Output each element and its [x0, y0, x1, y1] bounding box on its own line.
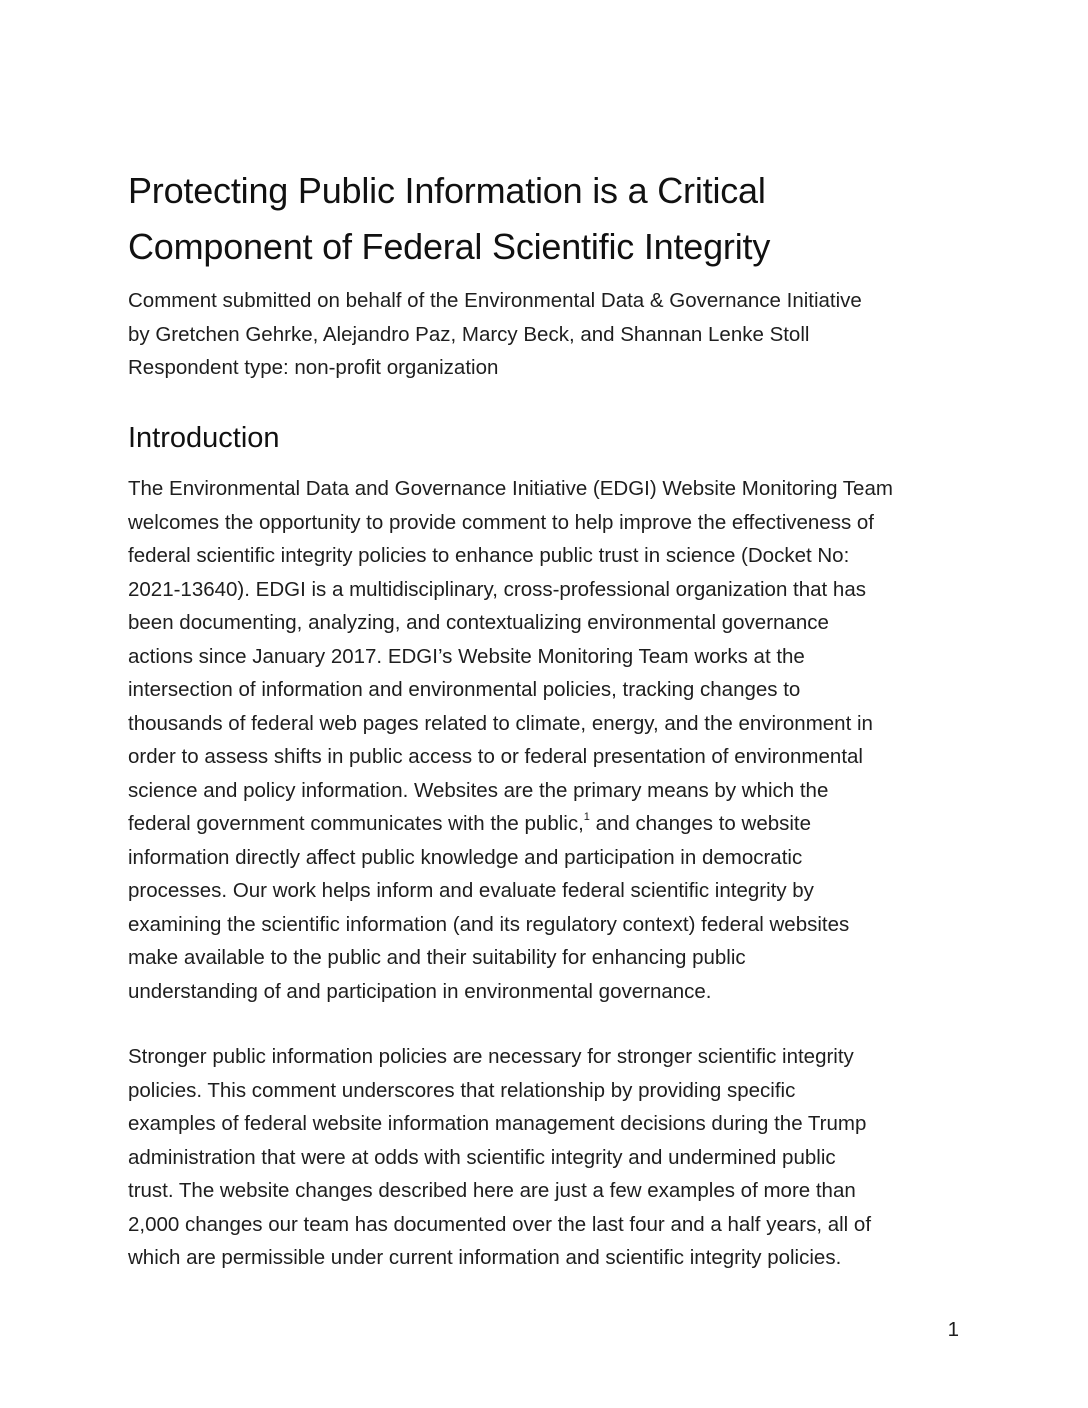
- paragraph-line: which are permissible under current information and scientific integrity policies.: [128, 1246, 842, 1269]
- paragraph-line: Stronger public information policies are necessary for stronger scientific integrity: [128, 1045, 854, 1068]
- paragraph-line: trust. The website changes described here are just a few examples of more than: [128, 1179, 856, 1202]
- paragraph-line: federal scientific integrity policies to enhance public trust in science (Docket No:: [128, 544, 850, 567]
- paragraph-line: examining the scientific information (and its regulatory context) federal websites: [128, 912, 850, 936]
- paragraph-line-with-footnote: [128, 807, 1008, 841]
- section-heading: Introduction: [128, 422, 280, 454]
- paragraph-line: The Environmental Data and Governance Initiative (EDGI) Website Monitoring Team: [128, 477, 893, 500]
- paragraph-line: intersection of information and environmental policies, tracking changes to: [128, 678, 801, 701]
- paragraph-line: understanding of and participation in environmental governance.: [128, 979, 712, 1003]
- paragraph-line: order to assess shifts in public access to or federal presentation of environmental: [128, 745, 863, 768]
- policy-paragraph: [128, 1040, 1008, 1275]
- page-number: 1: [947, 1318, 959, 1341]
- authors-line: by Gretchen Gehrke, Alejandro Paz, Marcy Beck, and Shannan Lenke Stoll: [128, 322, 810, 346]
- document-title: [128, 163, 968, 275]
- paragraph-line: make available to the public and their suitability for enhancing public: [128, 946, 746, 969]
- paragraph-line: information directly affect public knowledge and participation in democratic: [128, 845, 803, 869]
- paragraph-line: 2,000 changes our team has documented over the last four and a half years, all of: [128, 1212, 872, 1236]
- line-text: and changes to website: [589, 812, 812, 835]
- title-line: Protecting Public Information is a Critical: [128, 170, 766, 211]
- footnote-marker[interactable]: 1: [583, 811, 590, 824]
- line-text: federal government communicates with the public,: [128, 812, 584, 835]
- intro-paragraph: [128, 472, 1008, 1008]
- paragraph-line: welcomes the opportunity to provide comment to help improve the effectiveness of: [128, 510, 874, 534]
- submission-info: [128, 284, 988, 385]
- submission-line: Comment submitted on behalf of the Environmental Data & Governance Initiative: [128, 289, 862, 312]
- paragraph-line: processes. Our work helps inform and evaluate federal scientific integrity by: [128, 879, 814, 902]
- paragraph-line: policies. This comment underscores that relationship by providing specific: [128, 1078, 796, 1102]
- paragraph-line: examples of federal website information management decisions during the Trump: [128, 1112, 867, 1135]
- paragraph-line: administration that were at odds with scientific integrity and undermined public: [128, 1145, 836, 1169]
- title-line: Component of Federal Scientific Integrity: [128, 226, 771, 267]
- paragraph-line: been documenting, analyzing, and contextualizing environmental governance: [128, 611, 829, 634]
- paragraph-line: thousands of federal web pages related to climate, energy, and the environment in: [128, 711, 873, 735]
- paragraph-line: 2021-13640). EDGI is a multidisciplinary, cross-professional organization that has: [128, 577, 866, 601]
- paragraph-line: actions since January 2017. EDGI’s Website Monitoring Team works at the: [128, 644, 805, 668]
- paragraph-line: science and policy information. Websites are the primary means by which the: [128, 778, 829, 802]
- respondent-type-line: Respondent type: non-profit organization: [128, 356, 499, 379]
